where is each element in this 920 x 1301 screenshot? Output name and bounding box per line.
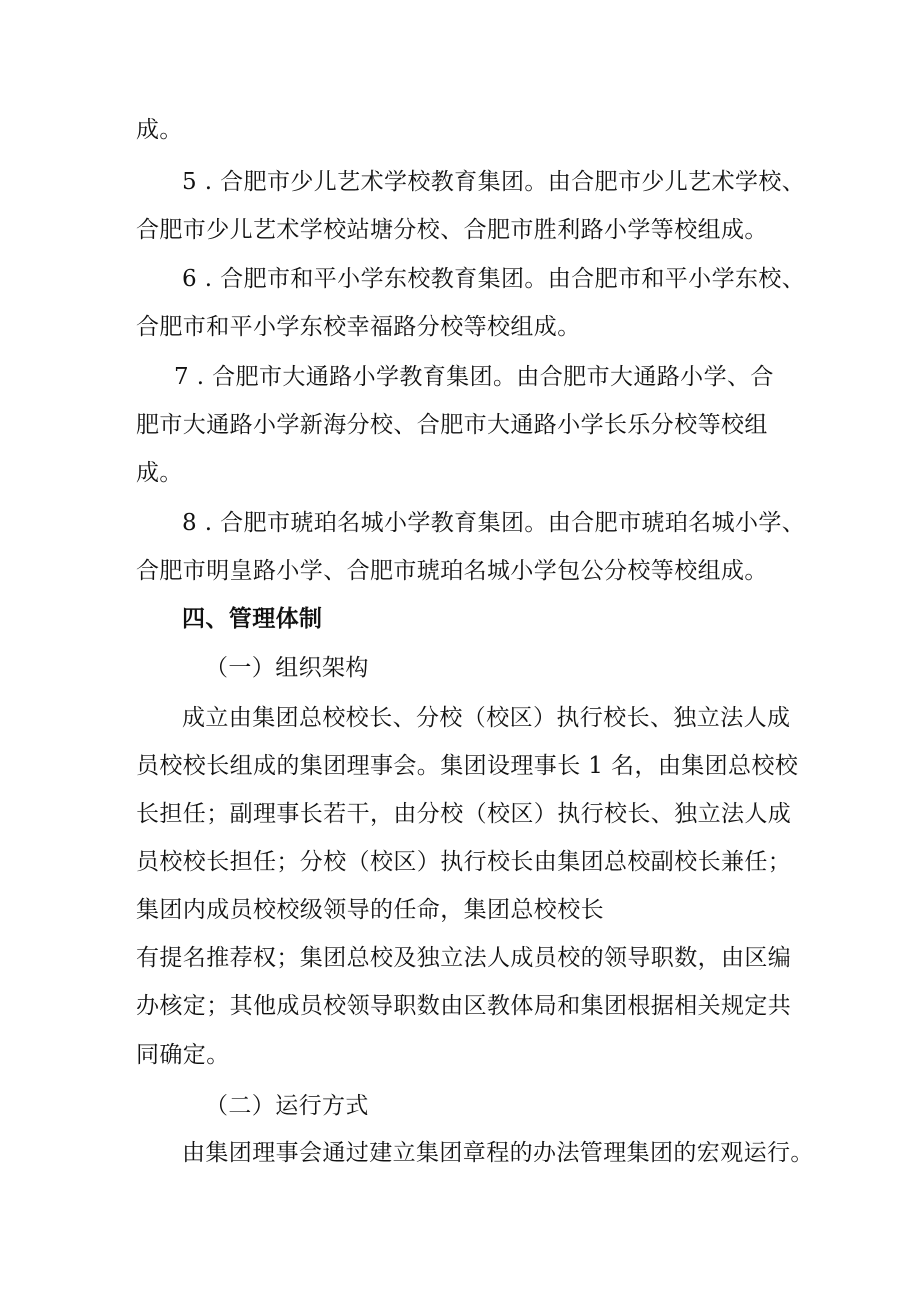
paragraph-organization-line-5: 集团内成员校校级领导的任命，集团总校校长 [136, 897, 604, 923]
paragraph-organization-line-6: 有提名推荐权；集团总校及独立法人成员校的领导职数，由区编 [136, 945, 792, 971]
paragraph-organization-line-1: 成立由集团总校校长、分校（校区）执行校长、独立法人成 [182, 705, 791, 731]
subsection-heading-organization: （一）组织架构 [205, 655, 369, 681]
subsection-heading-operation: （二）运行方式 [205, 1093, 369, 1119]
paragraph-organization-line-3: 长担任；副理事长若干，由分校（校区）执行校长、独立法人成 [136, 801, 792, 827]
list-item-8-line-2: 合肥市明皇路小学、合肥市琥珀名城小学包公分校等校组成。 [136, 558, 768, 584]
list-item-7-line-3: 成。 [136, 460, 183, 486]
list-item-8-line-1: 8 . 合肥市琥珀名城小学教育集团。由合肥市琥珀名城小学、 [182, 510, 806, 536]
list-item-7-line-1: 7 . 合肥市大通路小学教育集团。由合肥市大通路小学、合 [174, 364, 774, 390]
list-item-6-line-2: 合肥市和平小学东校幸福路分校等校组成。 [136, 314, 581, 340]
paragraph-organization-line-4: 员校校长担任；分校（校区）执行校长由集团总校副校长兼任； [136, 849, 792, 875]
section-heading-management: 四、管理体制 [182, 606, 323, 632]
list-item-5-line-1: 5 . 合肥市少儿艺术学校教育集团。由合肥市少儿艺术学校、 [182, 169, 806, 195]
paragraph-organization-line-8: 同确定。 [136, 1042, 230, 1068]
list-item-7-line-2: 肥市大通路小学新海分校、合肥市大通路小学长乐分校等校组 [136, 412, 768, 438]
text-line-continuation-4: 成。 [136, 117, 183, 143]
list-item-6-line-1: 6 . 合肥市和平小学东校教育集团。由合肥市和平小学东校、 [182, 266, 806, 292]
paragraph-organization-line-2: 员校校长组成的集团理事会。集团设理事长 1 名，由集团总校校 [136, 753, 799, 779]
paragraph-organization-line-7: 办核定；其他成员校领导职数由区教体局和集团根据相关规定共 [136, 993, 792, 1019]
list-item-5-line-2: 合肥市少儿艺术学校站塘分校、合肥市胜利路小学等校组成。 [136, 217, 768, 243]
paragraph-operation-line-1: 由集团理事会通过建立集团章程的办法管理集团的宏观运行。 [182, 1140, 814, 1166]
